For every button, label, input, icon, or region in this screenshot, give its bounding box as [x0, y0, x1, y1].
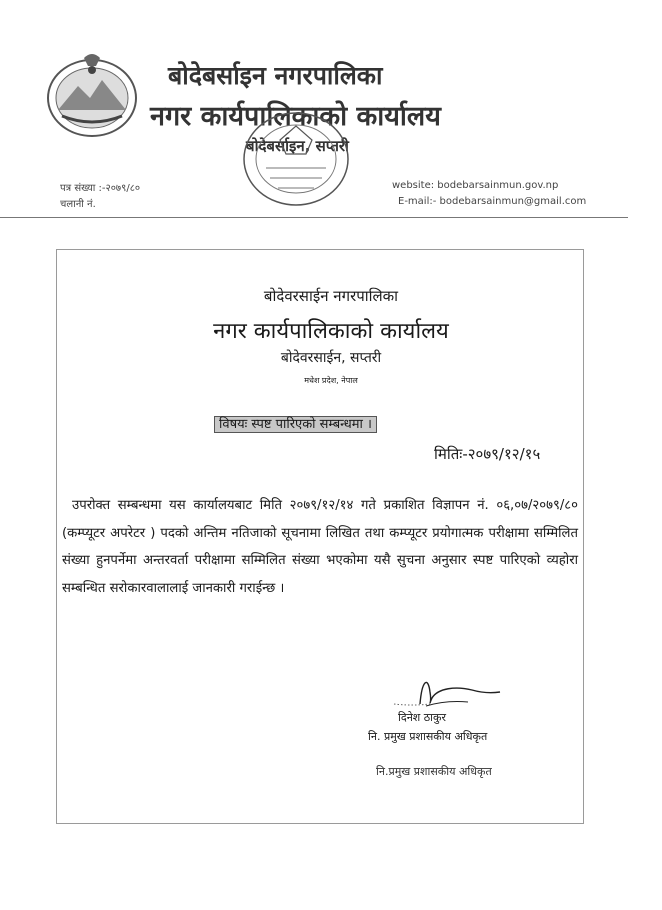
email-text: E-mail:- bodebarsainmun@gmail.com	[398, 196, 587, 207]
notice-province: मधेश प्रदेश, नेपाल	[304, 376, 358, 385]
header-divider	[0, 217, 628, 218]
website-text: website: bodebarsainmun.gov.np	[392, 180, 559, 191]
notice-date: मितिः-२०७९/१२/१५	[434, 445, 541, 463]
notice-subject	[214, 415, 377, 435]
notice-location: बोदेवरसाईन, सप्तरी	[280, 350, 382, 366]
subject-highlight: विषयः स्पष्ट पारिएको सम्बन्धमा ।	[214, 416, 377, 433]
letterhead-location: बोदेबर्साइन, सप्तरी	[246, 137, 349, 155]
letterhead-office: नगर कार्यपालिकाको कार्यालय	[150, 101, 441, 132]
office-stamp-icon	[236, 104, 356, 214]
notice-body: उपरोक्त सम्बन्धमा यस कार्यालयबाट मिति २०७९/१२/१४ गते प्रकाशित विज्ञापन नं. ०६,०७/२०७९/८० (कम्प्यूटर अपरेटर ) पदको अन्तिम नतिजाको सूचनामा लिखित तथा कम्प्यूटर प्रयोगात्मक परीक्षामा सम्मिलित संख्या हुनपर्नेमा अन्तरवर्ता परीक्षामा सम्मिलित संख्या भएकोमा यसै सुचना अनुसार स्पष्ट पारिएको व्यहोरा सम्बन्धित सरोकारवालालाई जानकारी गराईन्छ ।	[62, 498, 578, 596]
signatory-name: दिनेश ठाकुर	[398, 711, 446, 724]
notice-municipality: बोदेवरसाईन नगरपालिका	[263, 287, 399, 305]
letterhead-municipality: बोदेबर्साइन नगरपालिका	[168, 61, 383, 90]
notice-office: नगर कार्यपालिकाको कार्यालय	[213, 319, 449, 344]
signatory-designation: नि. प्रमुख प्रशासकीय अधिकृत	[368, 730, 488, 743]
reference-number: पत्र संख्या :-२०७९/८०	[60, 183, 141, 194]
nepal-emblem-icon	[44, 52, 140, 140]
dispatch-number: चलानी नं.	[60, 199, 96, 210]
designation-stamp: नि.प्रमुख प्रशासकीय अधिकृत	[376, 765, 492, 778]
